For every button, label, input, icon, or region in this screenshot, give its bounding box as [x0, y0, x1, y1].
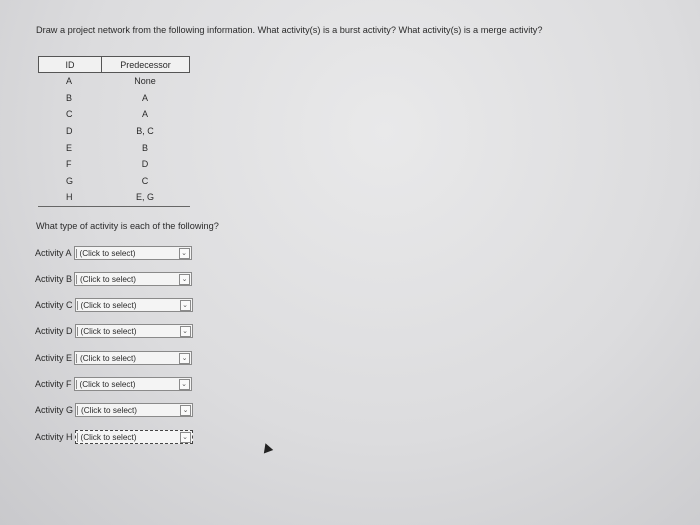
select-value: (Click to select) — [77, 433, 192, 442]
select-value: (Click to select) — [76, 249, 191, 258]
chevron-down-icon[interactable]: ⌄ — [180, 432, 191, 443]
row-id: B — [66, 92, 73, 103]
activity-label: Activity B — [35, 274, 73, 284]
table-row — [38, 139, 190, 156]
chevron-down-icon[interactable]: ⌄ — [179, 248, 190, 259]
subquestion-text: What type of activity is each of the following? — [36, 221, 219, 231]
activity-label: Activity D — [35, 326, 73, 336]
activity-row-f — [35, 377, 192, 391]
row-id: H — [66, 192, 73, 203]
row-id: E — [66, 142, 73, 153]
activity-type-select[interactable] — [75, 403, 193, 417]
mouse-cursor-icon — [261, 442, 273, 454]
activity-type-select[interactable] — [74, 377, 192, 391]
activity-row-g — [35, 403, 193, 417]
row-predecessor: B — [141, 142, 148, 153]
table-row — [38, 90, 190, 107]
select-value: (Click to select) — [77, 406, 192, 415]
activity-type-select[interactable] — [75, 298, 193, 312]
chevron-down-icon[interactable]: ⌄ — [179, 353, 190, 364]
header-id: ID — [39, 57, 102, 72]
row-id: G — [66, 175, 74, 186]
activity-row-h — [35, 430, 193, 444]
activity-label: Activity E — [35, 353, 73, 363]
table-row — [38, 189, 190, 207]
row-predecessor: None — [134, 76, 156, 87]
row-predecessor: E, G — [135, 192, 154, 203]
predecessor-table — [38, 56, 190, 207]
chevron-down-icon[interactable]: ⌄ — [179, 274, 190, 285]
activity-type-select[interactable] — [74, 272, 192, 286]
select-value: (Click to select) — [77, 327, 192, 336]
chevron-down-icon[interactable]: ⌄ — [179, 379, 190, 390]
select-value: (Click to select) — [77, 301, 192, 310]
activity-row-e — [35, 351, 192, 365]
activity-label: Activity F — [35, 379, 72, 389]
select-value: (Click to select) — [76, 354, 191, 363]
table-row — [38, 73, 190, 90]
table-row — [38, 123, 190, 140]
table-row — [38, 173, 190, 190]
row-predecessor: B, C — [136, 126, 154, 137]
table-row — [38, 156, 190, 173]
row-id: A — [66, 76, 73, 87]
question-text: Draw a project network from the following information. What activity(s) is a burst activity? What activity(s) is a merge activity? — [36, 25, 543, 35]
row-predecessor: D — [141, 159, 149, 170]
activity-type-select[interactable] — [74, 351, 192, 365]
activity-row-b — [35, 272, 192, 286]
row-id: F — [66, 159, 72, 170]
row-predecessor: A — [141, 92, 148, 103]
activity-row-d — [35, 324, 193, 338]
chevron-down-icon[interactable]: ⌄ — [180, 326, 191, 337]
activity-type-select[interactable] — [75, 324, 193, 338]
header-predecessor: Predecessor — [120, 59, 171, 70]
select-value: (Click to select) — [76, 380, 191, 389]
activity-label: Activity C — [35, 300, 73, 310]
row-predecessor: A — [141, 109, 148, 120]
row-predecessor: C — [141, 175, 149, 186]
activity-type-select[interactable] — [74, 246, 192, 260]
activity-label: Activity G — [35, 405, 74, 415]
select-value: (Click to select) — [76, 275, 191, 284]
row-id: C — [66, 109, 73, 120]
row-id: D — [66, 126, 73, 137]
activity-label: Activity A — [35, 248, 72, 258]
activity-row-c — [35, 298, 193, 312]
table-header — [38, 56, 190, 73]
activity-row-a — [35, 246, 192, 260]
chevron-down-icon[interactable]: ⌄ — [180, 405, 191, 416]
activity-label: Activity H — [35, 432, 73, 442]
table-row — [38, 106, 190, 123]
chevron-down-icon[interactable]: ⌄ — [180, 300, 191, 311]
activity-type-select[interactable] — [75, 430, 193, 444]
